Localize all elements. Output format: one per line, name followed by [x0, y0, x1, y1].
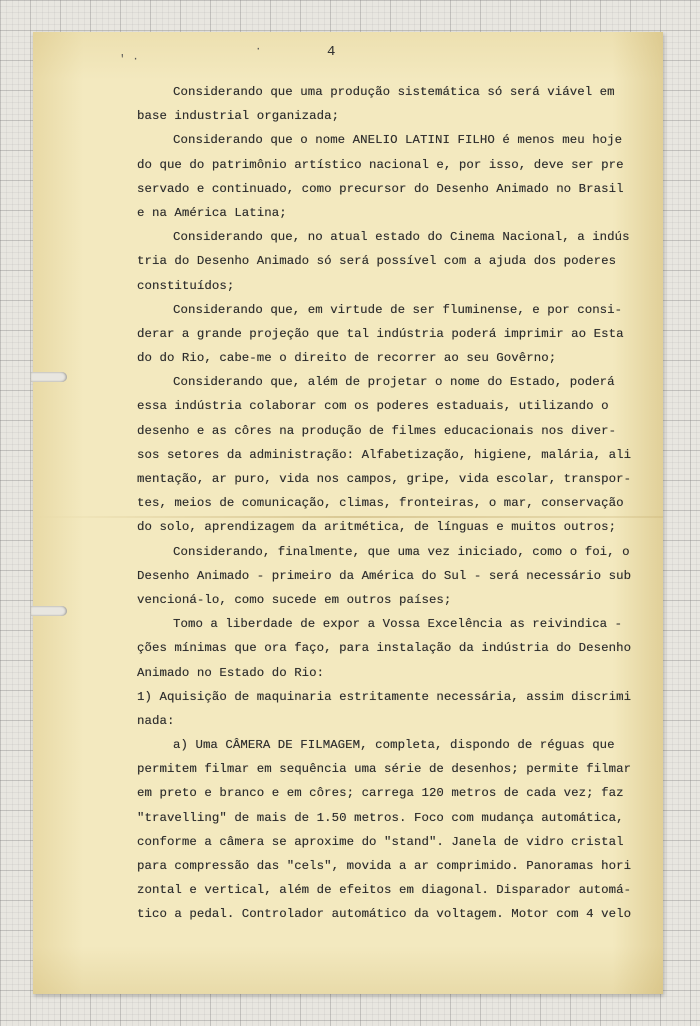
text-line: zontal e vertical, além de efeitos em diagonal. Disparador automá- [137, 883, 632, 898]
paragraph [137, 612, 637, 685]
text-line: vencioná-lo, como sucede em outros países; [137, 592, 452, 607]
text-line: 1) Aquisição de maquinaria estritamente necessária, assim discrimi [137, 689, 632, 704]
text-line: para compressão das "cels", movida a ar comprimido. Panoramas hori [137, 859, 632, 873]
paragraph [137, 685, 637, 733]
text-line: e na América Latina; [137, 205, 287, 220]
text-line: Considerando que, em virtude de ser fluminense, e por consi- [173, 302, 623, 317]
text-line: tria do Desenho Animado só será possível com a ajuda dos poderes [137, 254, 617, 269]
punch-hole-bottom [31, 606, 67, 616]
text-line: mentação, ar puro, vida nos campos, gripe, vida escolar, transpor- [137, 472, 632, 486]
text-line: tes, meios de comunicação, climas, fronteiras, o mar, conservação [137, 496, 624, 511]
text-line: sos setores da administração: Alfabetização, higiene, malária, ali [137, 447, 632, 462]
text-line: do do Rio, cabe-me o direito de recorrer ao seu Govêrno; [137, 351, 557, 366]
ink-mark: · [255, 44, 262, 56]
text-line: do que do patrimônio artístico nacional e, por isso, deve ser pre [137, 157, 624, 172]
text-line: Considerando, finalmente, que uma vez iniciado, como o foi, o [173, 544, 630, 559]
text-line: Considerando que uma produção sistemática só será viável em [173, 85, 615, 99]
text-line: a) Uma CÂMERA DE FILMAGEM, completa, dispondo de réguas que [173, 738, 615, 753]
paragraph [137, 225, 637, 298]
text-line: base industrial organizada; [137, 109, 340, 124]
text-line: Animado no Estado do Rio: [137, 665, 325, 680]
paragraph [137, 298, 637, 371]
text-line: desenho e as côres na produção de filmes educacionais nos diver- [137, 423, 617, 438]
typed-letter-body [137, 80, 637, 927]
text-line: Considerando que, além de projetar o nome do Estado, poderá [173, 375, 615, 390]
paragraph [137, 128, 637, 225]
text-line: Tomo a liberdade de expor a Vossa Excelência as reivindica - [173, 617, 623, 632]
paragraph [137, 733, 637, 927]
text-line: derar a grande projeção que tal indústria poderá imprimir ao Esta [137, 326, 624, 341]
text-line: tico a pedal. Controlador automático da voltagem. Motor com 4 velo [137, 907, 632, 922]
text-line: "travelling" de mais de 1.50 metros. Foco com mudança automática, [137, 810, 624, 825]
text-line: Desenho Animado - primeiro da América do Sul - será necessário sub [137, 568, 632, 583]
text-line: Considerando que, no atual estado do Cinema Nacional, a indús [173, 230, 630, 245]
ink-mark: ′ · [119, 54, 139, 66]
text-line: conforme a câmera se aproxime do "stand". Janela de vidro cristal [137, 834, 624, 849]
text-line: servado e continuado, como precursor do Desenho Animado no Brasil [137, 181, 624, 196]
punch-hole-top [31, 372, 67, 382]
text-line: permitem filmar em sequência uma série de desenhos; permite filmar [137, 762, 632, 777]
text-line: em preto e branco e em côres; carrega 120 metros de cada vez; faz [137, 786, 624, 801]
text-line: constituídos; [137, 278, 235, 293]
text-line: nada: [137, 713, 175, 728]
document-page [33, 32, 663, 994]
text-line: do solo, aprendizagem da aritmética, de línguas e muitos outros; [137, 520, 617, 535]
text-line: ções mínimas que ora faço, para instalação da indústria do Desenho [137, 641, 632, 656]
page-number: 4 [327, 44, 336, 60]
text-line: essa indústria colaborar com os poderes estaduais, utilizando o [137, 399, 609, 414]
text-line: Considerando que o nome ANELIO LATINI FILHO é menos meu hoje [173, 133, 623, 148]
paragraph [137, 80, 637, 128]
paragraph [137, 370, 637, 539]
paragraph [137, 540, 637, 613]
